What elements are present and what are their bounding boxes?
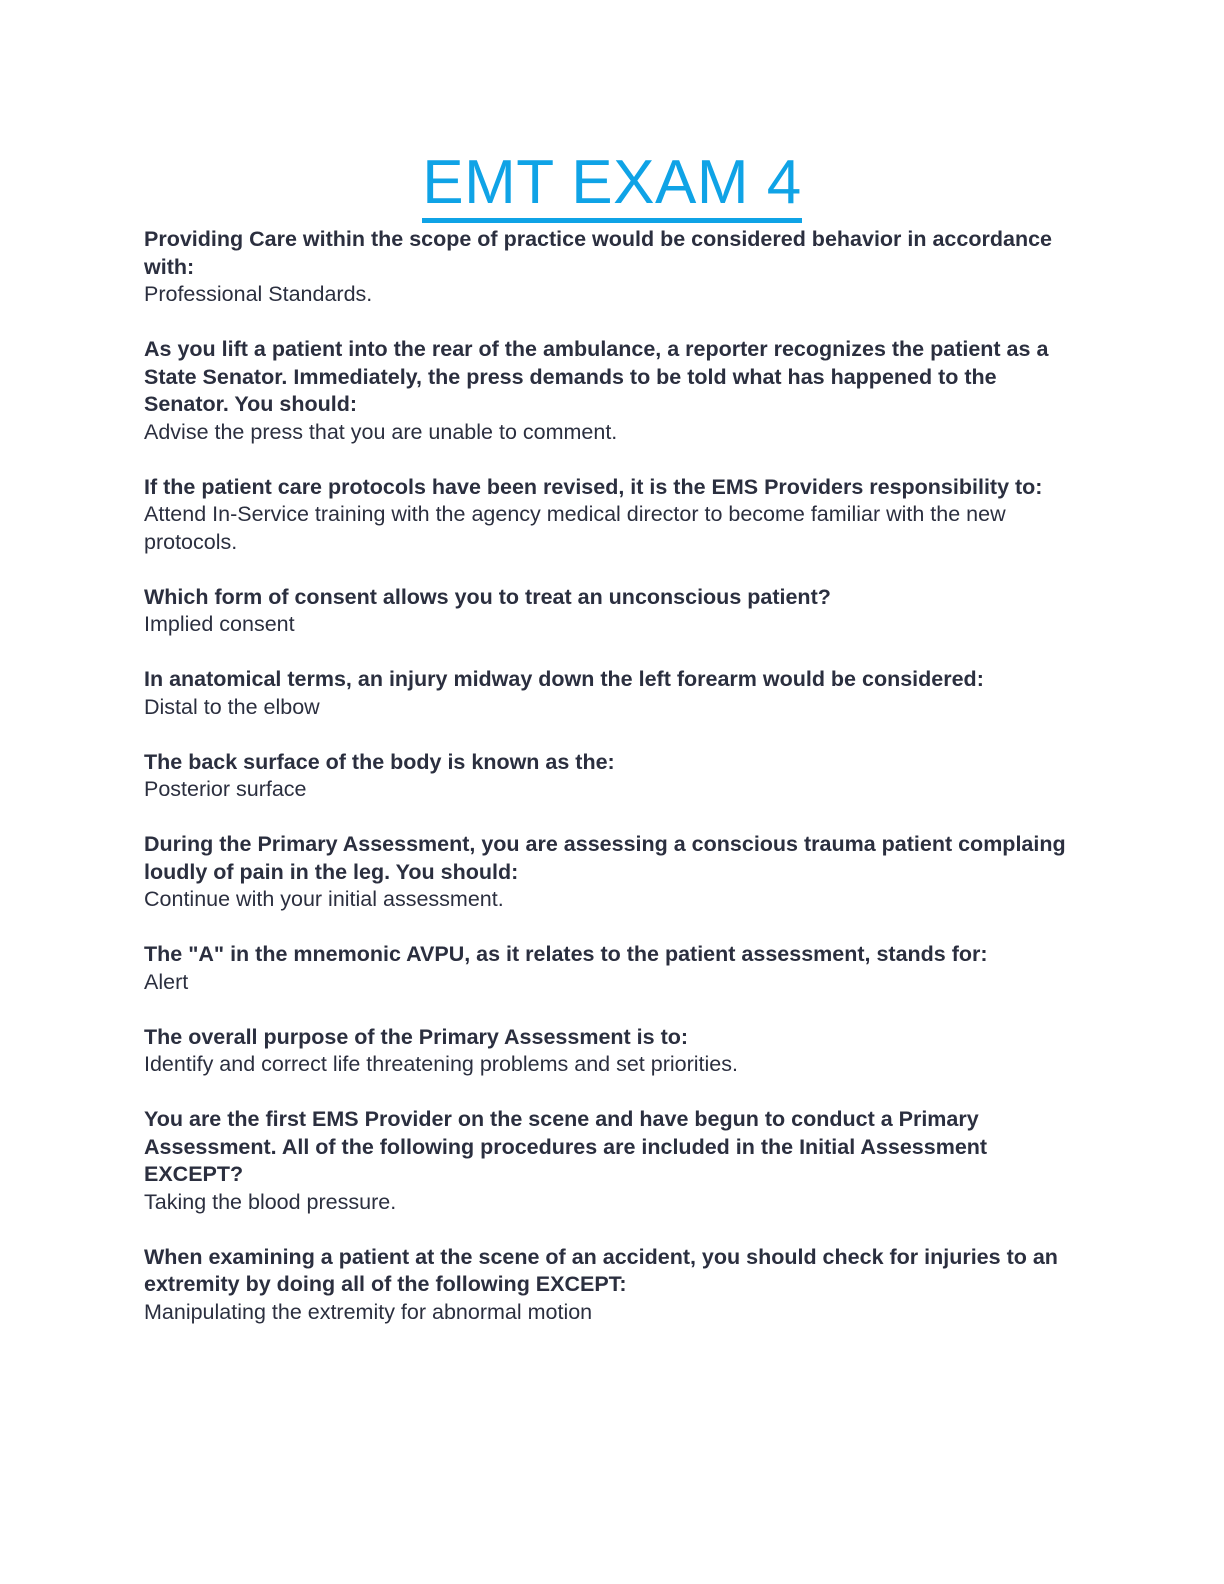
- qa-item: [144, 749, 1079, 804]
- answer-text: Implied consent: [144, 612, 295, 636]
- qa-item: [144, 1106, 1079, 1216]
- answer-text: Alert: [144, 969, 189, 994]
- qa-item: [144, 584, 1079, 639]
- question-text: In anatomical terms, an injury midway down the left forearm would be considered:: [144, 667, 984, 691]
- answer-text: Advise the press that you are unable to comment.: [144, 419, 618, 444]
- page-title: EMT EXAM 4: [422, 148, 801, 223]
- qa-item: [144, 226, 1079, 309]
- question-text: The "A" in the mnemonic AVPU, as it relates to the patient assessment, stands for:: [144, 942, 988, 966]
- qa-item: [144, 831, 1079, 914]
- qa-item: [144, 474, 1079, 557]
- question-text: If the patient care protocols have been revised, it is the EMS Providers responsibility to:: [144, 474, 1043, 499]
- answer-text: Continue with your initial assessment.: [144, 887, 504, 911]
- answer-text: Professional Standards.: [144, 282, 373, 306]
- answer-text: Attend In-Service training with the agency medical director to become familiar with the new protocols.: [144, 502, 1006, 554]
- question-text: When examining a patient at the scene of an accident, you should check for injuries to an extremity by doing all of the following EXCEPT:: [144, 1244, 1058, 1296]
- answer-text: Taking the blood pressure.: [144, 1189, 397, 1214]
- question-text: The overall purpose of the Primary Assessment is to:: [144, 1024, 689, 1049]
- question-text: The back surface of the body is known as the:: [144, 749, 615, 774]
- answer-text: Distal to the elbow: [144, 694, 320, 719]
- question-text: Providing Care within the scope of practice would be considered behavior in accordance with:: [144, 227, 1052, 279]
- question-text: As you lift a patient into the rear of the ambulance, a reporter recognizes the patient as a State Senator. Immediately, the press demands to be told what has happened to the Senator. You should:: [144, 337, 1049, 416]
- answer-text: Identify and correct life threatening problems and set priorities.: [144, 1052, 738, 1076]
- qa-item: [144, 666, 1079, 721]
- qa-item: [144, 1024, 1079, 1079]
- qa-item: [144, 1244, 1079, 1327]
- qa-item: [144, 336, 1079, 446]
- title-container: [0, 148, 1224, 223]
- qa-list: [144, 226, 1079, 1354]
- qa-item: [144, 941, 1079, 996]
- answer-text: Posterior surface: [144, 777, 307, 801]
- question-text: During the Primary Assessment, you are assessing a conscious trauma patient complaing loudly of pain in the leg. You should:: [144, 832, 1066, 884]
- answer-text: Manipulating the extremity for abnormal motion: [144, 1299, 593, 1324]
- question-text: You are the first EMS Provider on the scene and have begun to conduct a Primary Assessment. All of the following procedures are included in the Initial Assessment EXCEPT?: [144, 1107, 988, 1186]
- question-text: Which form of consent allows you to treat an unconscious patient?: [144, 584, 831, 609]
